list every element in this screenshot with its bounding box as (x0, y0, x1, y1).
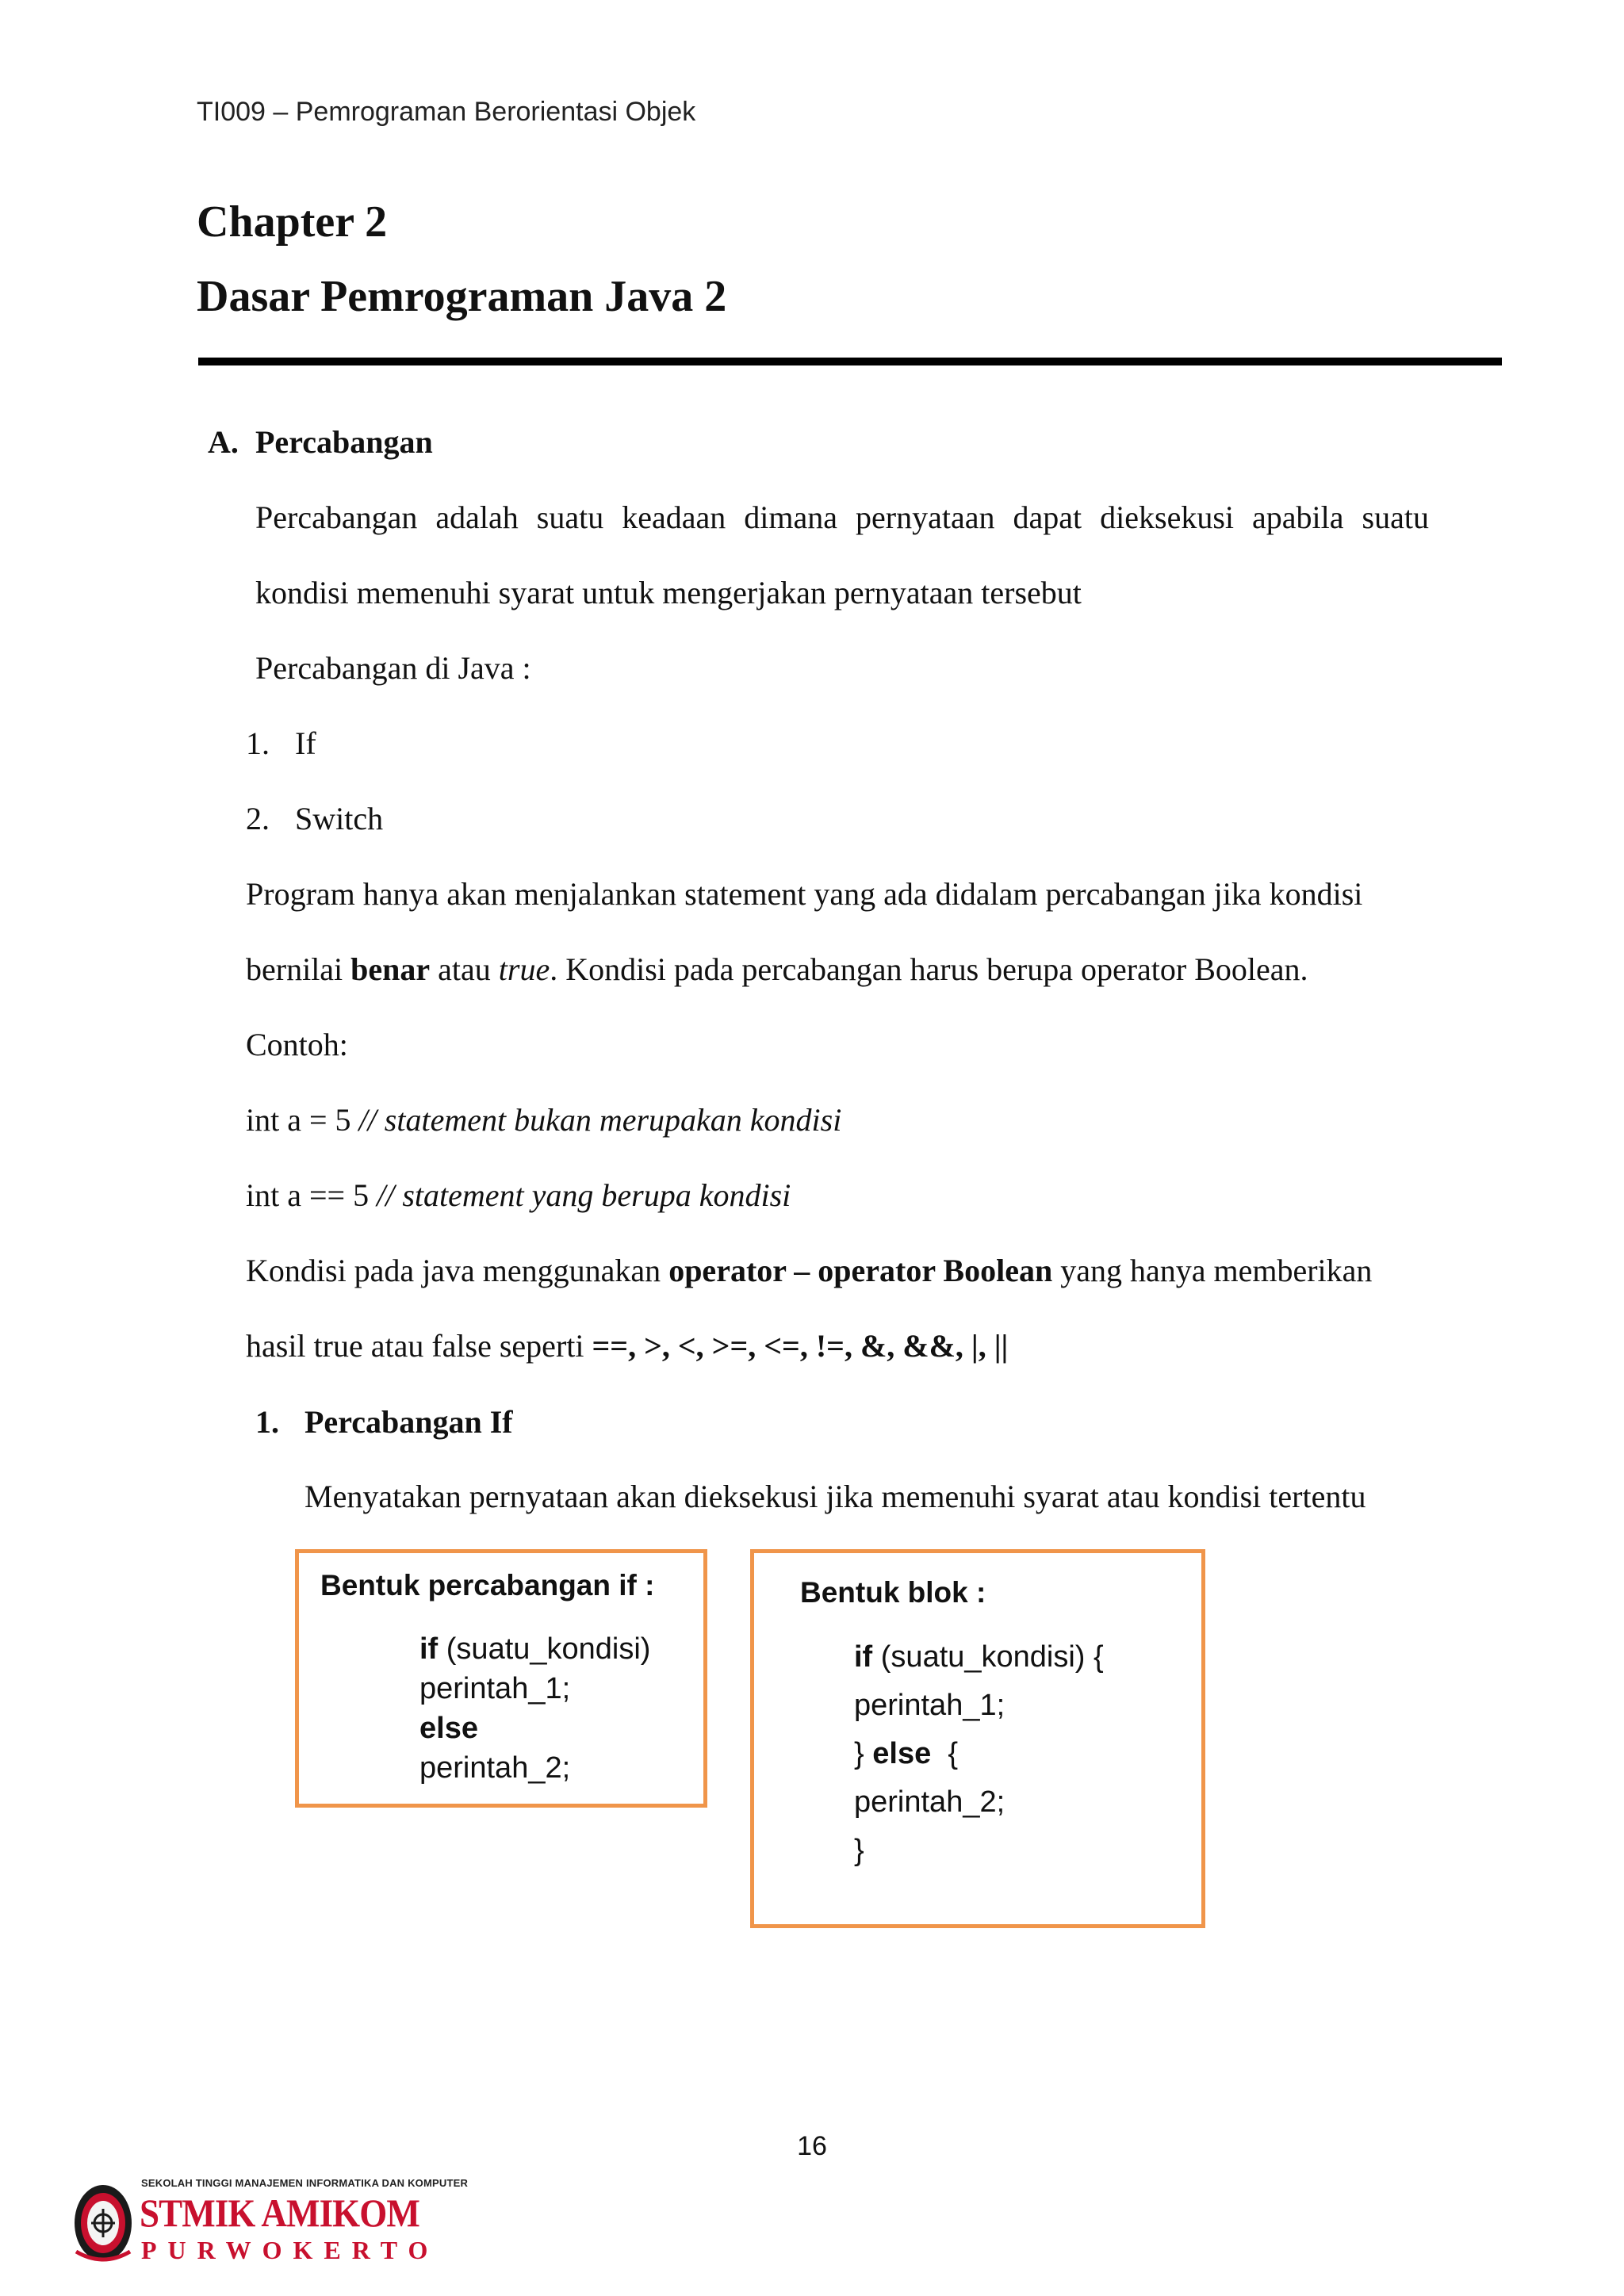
keyword-if: if (419, 1632, 439, 1666)
block-form-title: Bentuk blok : (800, 1576, 986, 1609)
keyword-else: else (872, 1737, 932, 1770)
subsection-1-heading (255, 1403, 513, 1441)
document-header: TI009 – Pemrograman Berorientasi Objek (197, 97, 696, 127)
page-number: 16 (797, 2131, 827, 2161)
logo-city: PURWOKERTO (141, 2236, 439, 2264)
logo-tagline: SEKOLAH TINGGI MANAJEMEN INFORMATIKA DAN KOMPUTER (141, 2177, 469, 2189)
para1-line1: Percabangan adalah suatu keadaan dimana pernyataan dapat dieksekusi apabila suatu (255, 499, 1429, 535)
stmik-amikom-logo (71, 2177, 469, 2272)
list-item-number: 2. (246, 801, 270, 836)
logo-name: STMIK AMIKOM (140, 2191, 419, 2235)
list-item (246, 800, 383, 838)
subsection-1-marker: 1. (255, 1404, 279, 1440)
chapter-title: Dasar Pemrograman Java 2 (197, 272, 727, 321)
list-item-text: Switch (295, 801, 384, 836)
para2-line2: bernilai benar atau true. Kondisi pada percabangan harus berupa operator Boolean. (246, 951, 1308, 987)
operator-boolean-text: operator – operator Boolean (668, 1253, 1053, 1288)
true-text: true (498, 951, 550, 987)
list-intro: Percabangan di Java : (255, 650, 531, 686)
subsection-1-description: Menyatakan pernyataan akan dieksekusi jika memenuhi syarat atau kondisi tertentu (304, 1479, 1366, 1514)
example-1-comment: // statement bukan merupakan kondisi (358, 1102, 842, 1138)
example-1: int a = 5 // statement bukan merupakan kondisi (246, 1102, 842, 1138)
section-a-title: Percabangan (255, 424, 433, 460)
benar-text: benar (350, 951, 431, 987)
section-a-heading (208, 423, 433, 461)
para3-line1: Kondisi pada java menggunakan operator – operator Boolean yang hanya memberikan (246, 1253, 1373, 1288)
keyword-else: else (419, 1712, 478, 1745)
if-form-box (295, 1549, 707, 1808)
example-2-comment: // statement yang berupa kondisi (377, 1177, 791, 1213)
block-form-code: if (suatu_kondisi) { perintah_1; } else { perintah_2; } (854, 1640, 1104, 1867)
keyword-if: if (854, 1640, 873, 1674)
operator-list: ==, >, <, >=, <=, !=, &, &&, |, || (592, 1328, 1009, 1364)
subsection-1-title: Percabangan If (304, 1404, 513, 1440)
contoh-label: Contoh: (246, 1027, 348, 1062)
example-2: int a == 5 // statement yang berupa kondisi (246, 1177, 791, 1213)
if-form-code: if (suatu_kondisi) perintah_1; else perintah_2; (419, 1632, 651, 1785)
list-item (246, 725, 316, 763)
if-form-title: Bentuk percabangan if : (320, 1569, 655, 1601)
list-item-number: 1. (246, 725, 270, 761)
section-a-marker: A. (208, 424, 239, 460)
list-item-text: If (295, 725, 316, 761)
chapter-label: Chapter 2 (197, 197, 388, 247)
para1-line2: kondisi memenuhi syarat untuk mengerjakan pernyataan tersebut (255, 575, 1082, 610)
block-form-box (750, 1549, 1205, 1928)
para3-line2: hasil true atau false seperti ==, >, <, >=, <=, !=, &, &&, |, || (246, 1328, 1009, 1364)
para2-line1: Program hanya akan menjalankan statement yang ada didalam percabangan jika kondisi (246, 876, 1363, 912)
amikom-emblem-icon (71, 2179, 135, 2266)
title-divider (198, 358, 1502, 365)
